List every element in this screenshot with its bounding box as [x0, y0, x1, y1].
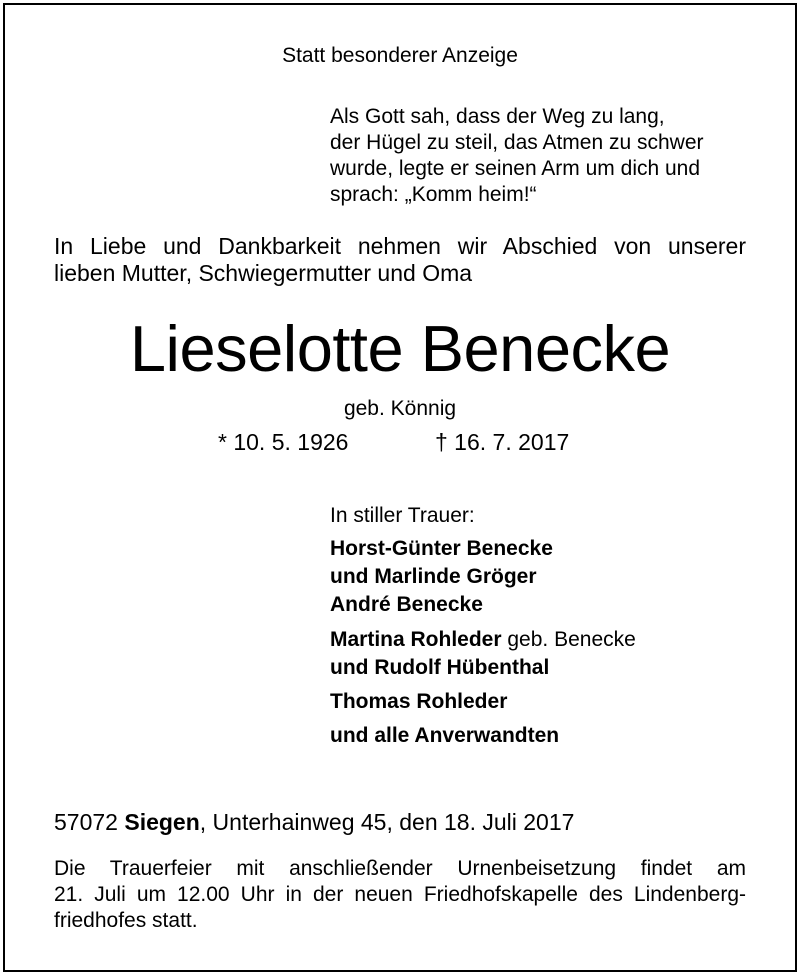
funeral-line: friedhofes statt. — [54, 909, 198, 932]
poem-line: sprach: „Komm heim!“ — [330, 183, 537, 206]
mourners-heading: In stiller Trauer: — [330, 504, 475, 527]
funeral-line: 21. Juli um 12.00 Uhr in der neuen Friedhofskapelle des Lindenberg- — [54, 883, 746, 906]
intro-line: lieben Mutter, Schwiegermutter und Oma — [54, 260, 473, 286]
maiden-name: geb. Könnig — [343, 397, 457, 420]
mourner-name: und Rudolf Hübenthal — [330, 656, 550, 679]
funeral-line: Die Trauerfeier mit anschließender Urnenbeisetzung findet am — [54, 857, 746, 880]
deceased-name: Lieselotte Benecke — [129, 312, 671, 385]
mourner-line — [330, 654, 549, 681]
mourner-name: und alle Anverwandten — [330, 724, 560, 747]
mourner-line — [330, 591, 483, 618]
poem-line: Als Gott sah, dass der Weg zu lang, — [330, 105, 665, 128]
poem-line: wurde, legte er seinen Arm um dich und — [330, 157, 701, 180]
mourner-name: Martina Rohleder — [330, 628, 502, 651]
mourner-name: und Marlinde Gröger — [330, 565, 537, 588]
mourner-line — [330, 626, 636, 653]
street-and-date: , Unterhainweg 45, den 18. Juli 2017 — [199, 809, 575, 835]
poem-line: der Hügel zu steil, das Atmen zu schwer — [330, 131, 704, 154]
postcode: 57072 — [54, 809, 118, 835]
mourner-name: Horst-Günter Benecke — [330, 537, 553, 560]
birth-date: * 10. 5. 1926 — [218, 429, 349, 455]
death-date: † 16. 7. 2017 — [435, 429, 570, 455]
mourner-name: André Benecke — [330, 593, 483, 616]
mourner-note: geb. Benecke — [501, 628, 636, 651]
mourner-name: Thomas Rohleder — [330, 690, 508, 713]
mourner-line — [330, 563, 537, 590]
city: Siegen — [124, 809, 200, 835]
address-line — [54, 808, 574, 836]
mourner-line — [330, 688, 507, 715]
intro-line: In Liebe und Dankbarkeit nehmen wir Abschied von unserer — [54, 233, 746, 259]
header-text: Statt besonderer Anzeige — [282, 44, 518, 67]
mourner-line — [330, 722, 559, 749]
mourner-line — [330, 535, 553, 562]
